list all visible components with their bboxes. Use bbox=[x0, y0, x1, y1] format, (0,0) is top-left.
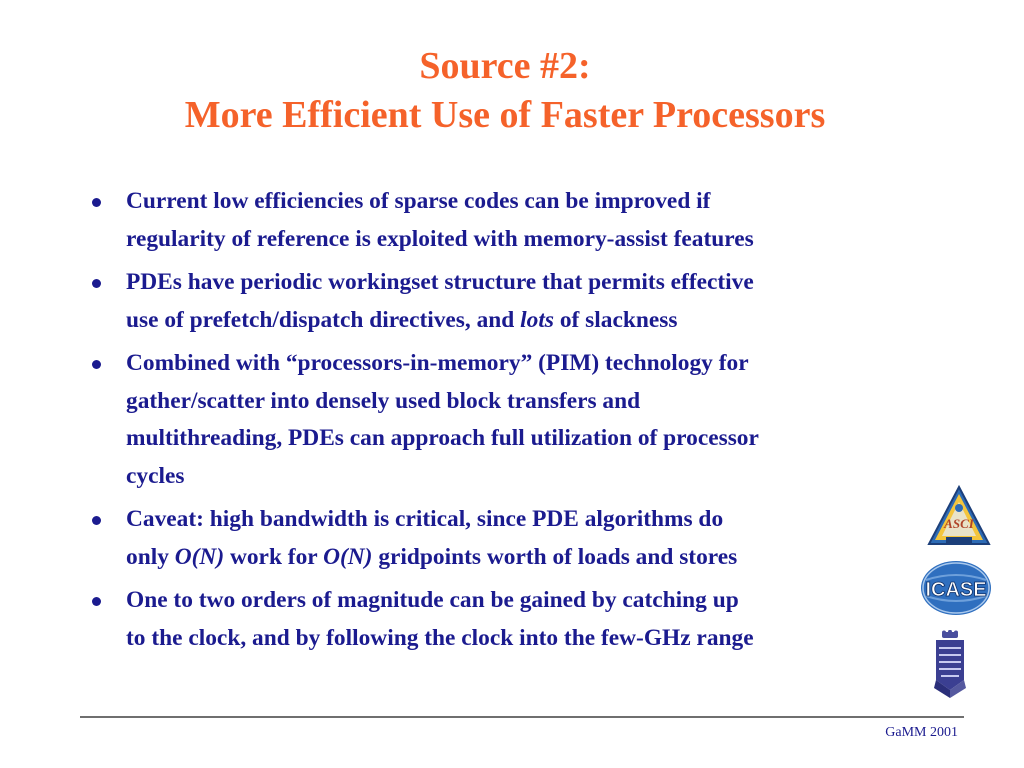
bullet-dot-icon bbox=[92, 516, 101, 525]
bullet-text: cycles bbox=[126, 462, 185, 489]
bullet-dot-icon bbox=[92, 597, 101, 606]
bullet-dot-icon bbox=[92, 279, 101, 288]
emphasis-text: O(N) bbox=[174, 543, 225, 570]
footer-label: GaMM 2001 bbox=[885, 725, 958, 740]
bullet-text: multithreading, PDEs can approach full utilization of processor bbox=[126, 425, 759, 451]
bullet-text: to the clock, and by following the clock into the few-GHz range bbox=[126, 624, 754, 651]
title-line-1: Source #2: bbox=[419, 45, 591, 87]
bullet-list bbox=[80, 183, 910, 663]
bullet-dot-icon bbox=[92, 198, 101, 207]
bullet-dot-icon bbox=[92, 360, 101, 369]
bullet-text: regularity of reference is exploited with memory-assist features bbox=[126, 225, 754, 252]
bullet-item bbox=[80, 183, 910, 258]
footer-divider bbox=[80, 716, 964, 718]
bullet-item bbox=[80, 501, 910, 576]
icase-logo-text: ICASE bbox=[925, 579, 987, 601]
emphasis-text: lots bbox=[520, 306, 554, 333]
emphasis-text: O(N) bbox=[323, 543, 373, 570]
bullet-item bbox=[80, 582, 910, 657]
bullet-text: Current low efficiencies of sparse codes can be improved if bbox=[126, 188, 711, 214]
bullet-text: PDEs have periodic workingset structure that permits effective bbox=[126, 269, 754, 295]
bullet-item bbox=[80, 264, 910, 339]
bullet-text: One to two orders of magnitude can be gained by catching up bbox=[126, 587, 739, 613]
asci-logo bbox=[926, 484, 992, 548]
bullet-text: use of prefetch/dispatch directives, and bbox=[126, 306, 521, 333]
title-line-2: More Efficient Use of Faster Processors bbox=[184, 94, 826, 136]
bullet-text: of slackness bbox=[553, 306, 678, 333]
icase-logo bbox=[920, 560, 992, 616]
bullet-text: work for bbox=[224, 543, 324, 570]
asci-logo-text: ASCI bbox=[944, 516, 974, 531]
bullet-text: Combined with “processors-in-memory” (PIM) technology for bbox=[126, 350, 749, 376]
bullet-item bbox=[80, 345, 910, 495]
bullet-text: Caveat: high bandwidth is critical, since PDE algorithms do bbox=[126, 506, 724, 532]
bullet-text: only bbox=[126, 543, 175, 570]
bullet-text: gather/scatter into densely used block transfers and bbox=[126, 387, 641, 414]
crest-logo bbox=[930, 630, 970, 700]
slide-title bbox=[0, 42, 1010, 140]
bullet-text: gridpoints worth of loads and stores bbox=[372, 543, 738, 570]
